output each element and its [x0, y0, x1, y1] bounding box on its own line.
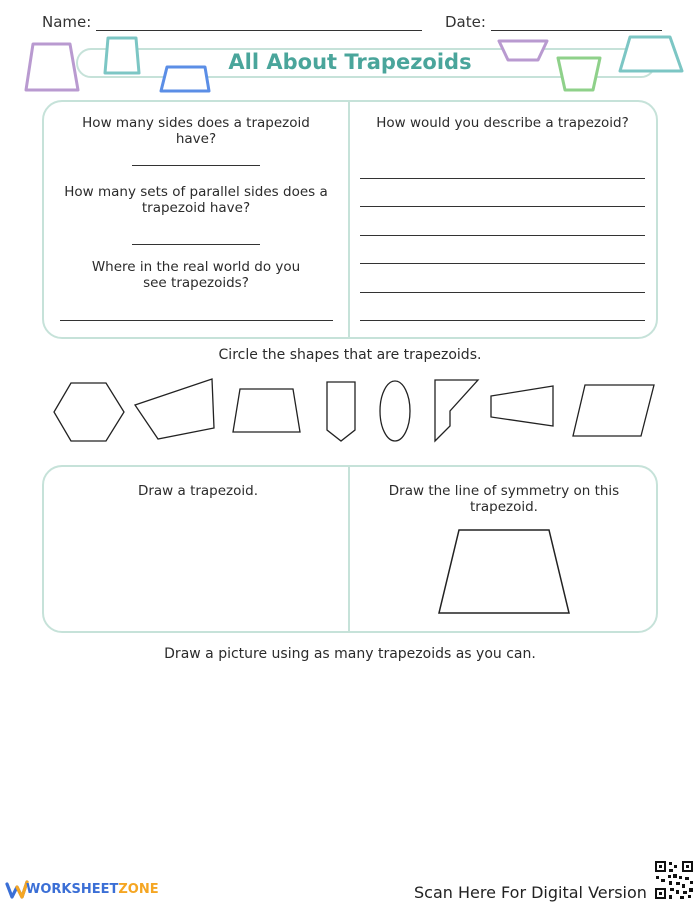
title-decorations: [0, 0, 700, 100]
worksheet-zone-logo-icon: [6, 881, 28, 899]
ellipse-shape[interactable]: [380, 381, 410, 441]
circle-instruction: Circle the shapes that are trapezoids.: [218, 347, 482, 363]
scan-text: Scan Here For Digital Version: [414, 883, 647, 902]
green-trapezoid-icon: [558, 58, 600, 90]
describe-line-1[interactable]: [360, 178, 645, 179]
question-real-world: Where in the real world do you see trapezoids?: [91, 259, 301, 291]
questions-divider: [348, 101, 350, 338]
quadrilateral-shape[interactable]: [135, 379, 214, 439]
brand-name[interactable]: [26, 882, 159, 897]
brand-part-worksheet: WORKSHEET: [26, 882, 119, 897]
trapezoid-sideways-shape[interactable]: [491, 386, 553, 426]
answer-line-real-world[interactable]: [60, 320, 333, 321]
symmetry-label: Draw the line of symmetry on this trapezoid.: [388, 483, 620, 515]
describe-line-2[interactable]: [360, 206, 645, 207]
name-label: Name:: [42, 13, 92, 31]
symmetry-figure: [0, 525, 700, 625]
describe-line-6[interactable]: [360, 320, 645, 321]
purple-small-trapezoid-icon: [499, 41, 547, 60]
describe-line-3[interactable]: [360, 235, 645, 236]
purple-trapezoid-icon: [26, 44, 78, 90]
pentagon-arrow-shape[interactable]: [327, 382, 355, 441]
teal-trapezoid-icon: [105, 38, 139, 73]
answer-line-parallel[interactable]: [132, 244, 260, 245]
blue-trapezoid-icon: [161, 67, 209, 91]
draw-picture-area[interactable]: [42, 670, 658, 855]
symmetry-trapezoid[interactable]: [439, 530, 569, 613]
draw-picture-instruction: Draw a picture using as many trapezoids as you can.: [164, 646, 536, 662]
question-sides: How many sides does a trapezoid have?: [82, 115, 310, 147]
qr-code-icon[interactable]: [654, 860, 694, 900]
describe-line-5[interactable]: [360, 292, 645, 293]
brand-part-zone: ZONE: [118, 882, 159, 897]
draw-trapezoid-label: Draw a trapezoid.: [137, 483, 259, 499]
answer-line-sides[interactable]: [132, 165, 260, 166]
page-title: All About Trapezoids: [228, 50, 472, 74]
describe-line-4[interactable]: [360, 263, 645, 264]
parallelogram-shape[interactable]: [573, 385, 654, 436]
l-shape[interactable]: [435, 380, 478, 441]
shapes-row: [0, 372, 700, 452]
question-describe: How would you describe a trapezoid?: [376, 115, 629, 131]
hexagon-shape[interactable]: [54, 383, 124, 441]
date-label: Date:: [445, 13, 486, 31]
teal-large-trapezoid-icon: [620, 37, 682, 71]
trapezoid-shape[interactable]: [233, 389, 300, 432]
question-parallel-sides: How many sets of parallel sides does a trapezoid have?: [64, 184, 328, 216]
